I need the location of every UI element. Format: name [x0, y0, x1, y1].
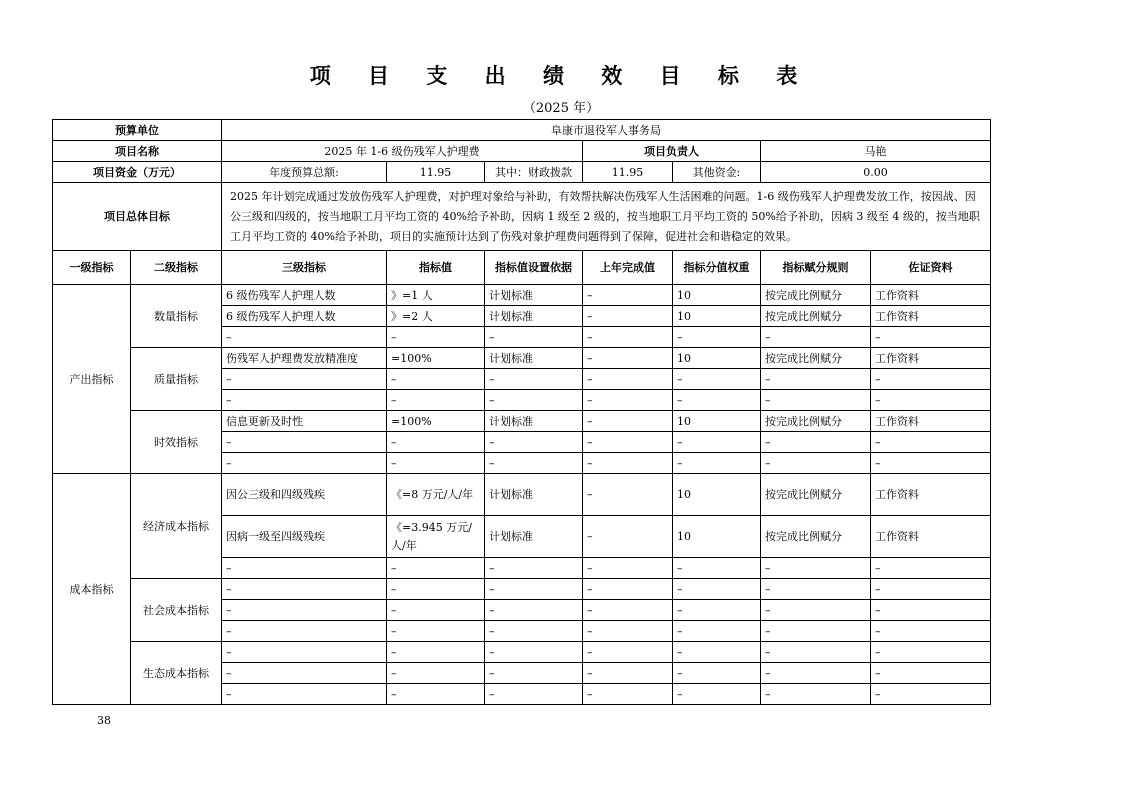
year-subtitle: （2025 年） [522, 101, 600, 116]
cell-evidence: 工作资料 [871, 411, 991, 432]
table-row [53, 411, 991, 432]
cell-basis: – [485, 327, 583, 348]
cell-rule: – [761, 600, 871, 621]
cell-evidence: 工作资料 [871, 285, 991, 306]
cell-level3: 因病一级至四级残疾 [222, 516, 387, 558]
other-value: 0.00 [761, 162, 991, 183]
cell-rule: – [761, 453, 871, 474]
cell-value: – [387, 684, 485, 705]
cell-basis: – [485, 453, 583, 474]
leader-value: 马艳 [761, 141, 991, 162]
cell-value: =100% [387, 411, 485, 432]
cell-level3: – [222, 432, 387, 453]
annual-label: 年度预算总额: [222, 162, 387, 183]
cell-value: =100% [387, 348, 485, 369]
cell-basis: – [485, 642, 583, 663]
cell-level3: – [222, 390, 387, 411]
goal-label: 项目总体目标 [53, 183, 222, 251]
cell-basis: 计划标准 [485, 348, 583, 369]
cell-level3: – [222, 579, 387, 600]
cell-value: – [387, 621, 485, 642]
cell-basis: 计划标准 [485, 306, 583, 327]
cell-basis: – [485, 432, 583, 453]
cell-last-year: – [583, 327, 673, 348]
cell-evidence: – [871, 453, 991, 474]
cell-basis: – [485, 390, 583, 411]
cell-weight: – [673, 663, 761, 684]
cell-evidence: – [871, 663, 991, 684]
cell-level3: – [222, 369, 387, 390]
annual-value: 11.95 [387, 162, 485, 183]
cell-basis: – [485, 684, 583, 705]
cell-level3: – [222, 327, 387, 348]
cell-rule: 按完成比例赋分 [761, 285, 871, 306]
cell-value: 》=2 人 [387, 306, 485, 327]
cell-level3: 6 级伤残军人护理人数 [222, 306, 387, 327]
cell-rule: – [761, 642, 871, 663]
cell-weight: – [673, 453, 761, 474]
level2-timeliness: 时效指标 [131, 411, 222, 474]
cell-level3: – [222, 453, 387, 474]
cell-evidence: 工作资料 [871, 474, 991, 516]
cell-weight: – [673, 621, 761, 642]
cell-value: – [387, 642, 485, 663]
cell-level3: – [222, 558, 387, 579]
table-row [53, 642, 991, 663]
cell-last-year: – [583, 684, 673, 705]
unit-row [53, 120, 991, 141]
cell-rule: – [761, 621, 871, 642]
cell-weight: – [673, 600, 761, 621]
cell-last-year: – [583, 663, 673, 684]
cell-weight: 10 [673, 285, 761, 306]
cell-last-year: – [583, 474, 673, 516]
cell-value: – [387, 579, 485, 600]
cell-last-year: – [583, 642, 673, 663]
other-label: 其他资金: [673, 162, 761, 183]
cell-value: – [387, 390, 485, 411]
cell-evidence: 工作资料 [871, 306, 991, 327]
cell-last-year: – [583, 390, 673, 411]
cell-weight: 10 [673, 306, 761, 327]
cell-value: – [387, 663, 485, 684]
cell-evidence: – [871, 684, 991, 705]
cell-basis: 计划标准 [485, 411, 583, 432]
cell-last-year: – [583, 579, 673, 600]
cell-last-year: – [583, 453, 673, 474]
cell-value: 《=8 万元/人/年 [387, 474, 485, 516]
unit-value: 阜康市退役军人事务局 [222, 120, 991, 141]
table-row [53, 579, 991, 600]
cell-weight: 10 [673, 474, 761, 516]
cell-basis: – [485, 600, 583, 621]
fiscal-label: 其中：财政拨款 [485, 162, 583, 183]
cell-rule: – [761, 663, 871, 684]
cell-evidence: – [871, 579, 991, 600]
cell-level3: 信息更新及时性 [222, 411, 387, 432]
goal-row [53, 183, 991, 251]
fund-row [53, 162, 991, 183]
cell-evidence: – [871, 327, 991, 348]
cell-last-year: – [583, 600, 673, 621]
cell-level3: 伤残军人护理费发放精准度 [222, 348, 387, 369]
cell-weight: – [673, 432, 761, 453]
cell-rule: – [761, 327, 871, 348]
level2-quality: 质量指标 [131, 348, 222, 411]
cell-evidence: – [871, 432, 991, 453]
cell-level3: – [222, 684, 387, 705]
cell-last-year: – [583, 558, 673, 579]
cell-level3: – [222, 621, 387, 642]
cell-level3: – [222, 642, 387, 663]
cell-rule: 按完成比例赋分 [761, 516, 871, 558]
cell-level3: – [222, 663, 387, 684]
name-row [53, 141, 991, 162]
cell-weight: – [673, 327, 761, 348]
table-row [53, 348, 991, 369]
cell-basis: 计划标准 [485, 474, 583, 516]
cell-last-year: – [583, 432, 673, 453]
cell-weight: – [673, 579, 761, 600]
cell-rule: – [761, 432, 871, 453]
cell-level3: 因公三级和四级残疾 [222, 474, 387, 516]
col-header-rule: 指标赋分规则 [761, 251, 871, 285]
cell-value: – [387, 369, 485, 390]
cell-rule: – [761, 369, 871, 390]
cell-evidence: – [871, 390, 991, 411]
col-header-last-year: 上年完成值 [583, 251, 673, 285]
cell-weight: 10 [673, 516, 761, 558]
cell-evidence: 工作资料 [871, 348, 991, 369]
cell-rule: – [761, 684, 871, 705]
cell-evidence: 工作资料 [871, 516, 991, 558]
unit-label: 预算单位 [53, 120, 222, 141]
cell-rule: – [761, 558, 871, 579]
cell-rule: – [761, 390, 871, 411]
cell-rule: 按完成比例赋分 [761, 348, 871, 369]
goal-text: 2025 年计划完成通过发放伤残军人护理费，对护理对象给与补助，有效帮扶解决伤残军人生活困难的问题。1-6 级伤残军人护理费发放工作，按因战、因公三级和四级的，按当地职工月平均工资的 40%给予补助，因病 1 级至 2 级的，按当地职工月平均工资的 50%给予补助，因病 3 级至 4 级的，按当地职工月平均工资的 40%给予补助，项目的实施预计达到了伤残对象护理费问题得到了保障，促进社会和谐稳定的效果。 [222, 183, 991, 251]
cell-evidence: – [871, 600, 991, 621]
fiscal-value: 11.95 [583, 162, 673, 183]
leader-label: 项目负责人 [583, 141, 761, 162]
cell-evidence: – [871, 369, 991, 390]
cell-weight: 10 [673, 411, 761, 432]
cell-basis: 计划标准 [485, 516, 583, 558]
cell-value: – [387, 453, 485, 474]
col-header-level3: 三级指标 [222, 251, 387, 285]
cell-last-year: – [583, 621, 673, 642]
table-row [53, 285, 991, 306]
cell-rule: 按完成比例赋分 [761, 306, 871, 327]
cell-last-year: – [583, 285, 673, 306]
cell-value: 》=1 人 [387, 285, 485, 306]
col-header-weight: 指标分值权重 [673, 251, 761, 285]
col-header-value: 指标值 [387, 251, 485, 285]
cell-basis: – [485, 621, 583, 642]
cell-last-year: – [583, 516, 673, 558]
col-header-level2: 二级指标 [131, 251, 222, 285]
cell-rule: – [761, 579, 871, 600]
cell-rule: 按完成比例赋分 [761, 411, 871, 432]
level2-economic: 经济成本指标 [131, 474, 222, 579]
table-row [53, 474, 991, 516]
cell-rule: 按完成比例赋分 [761, 474, 871, 516]
cell-evidence: – [871, 558, 991, 579]
col-header-basis: 指标值设置依据 [485, 251, 583, 285]
cell-value: – [387, 432, 485, 453]
cell-level3: – [222, 600, 387, 621]
page-title: 项 目 支 出 绩 效 目 标 表 [309, 64, 813, 88]
cell-last-year: – [583, 348, 673, 369]
cell-weight: – [673, 390, 761, 411]
page-number: 38 [97, 714, 111, 727]
cell-last-year: – [583, 369, 673, 390]
cell-last-year: – [583, 306, 673, 327]
name-label: 项目名称 [53, 141, 222, 162]
fund-label: 项目资金（万元） [53, 162, 222, 183]
cell-basis: – [485, 579, 583, 600]
cell-basis: – [485, 663, 583, 684]
cell-basis: 计划标准 [485, 285, 583, 306]
cell-value: – [387, 600, 485, 621]
name-value: 2025 年 1-6 级伤残军人护理费 [222, 141, 583, 162]
cell-evidence: – [871, 621, 991, 642]
cell-value: – [387, 558, 485, 579]
cell-basis: – [485, 369, 583, 390]
column-header-row [53, 251, 991, 285]
level2-quantity: 数量指标 [131, 285, 222, 348]
level2-ecological: 生态成本指标 [131, 642, 222, 705]
cell-weight: – [673, 684, 761, 705]
cell-weight: – [673, 558, 761, 579]
col-header-evidence: 佐证资料 [871, 251, 991, 285]
cell-value: – [387, 327, 485, 348]
col-header-level1: 一级指标 [53, 251, 131, 285]
cell-weight: – [673, 642, 761, 663]
level2-social: 社会成本指标 [131, 579, 222, 642]
level1-cost: 成本指标 [53, 474, 131, 705]
cell-weight: 10 [673, 348, 761, 369]
cell-evidence: – [871, 642, 991, 663]
cell-basis: – [485, 558, 583, 579]
cell-level3: 6 级伤残军人护理人数 [222, 285, 387, 306]
cell-weight: – [673, 369, 761, 390]
performance-table [52, 119, 991, 705]
level1-output: 产出指标 [53, 285, 131, 474]
cell-value: 《=3.945 万元/人/年 [387, 516, 485, 558]
cell-last-year: – [583, 411, 673, 432]
